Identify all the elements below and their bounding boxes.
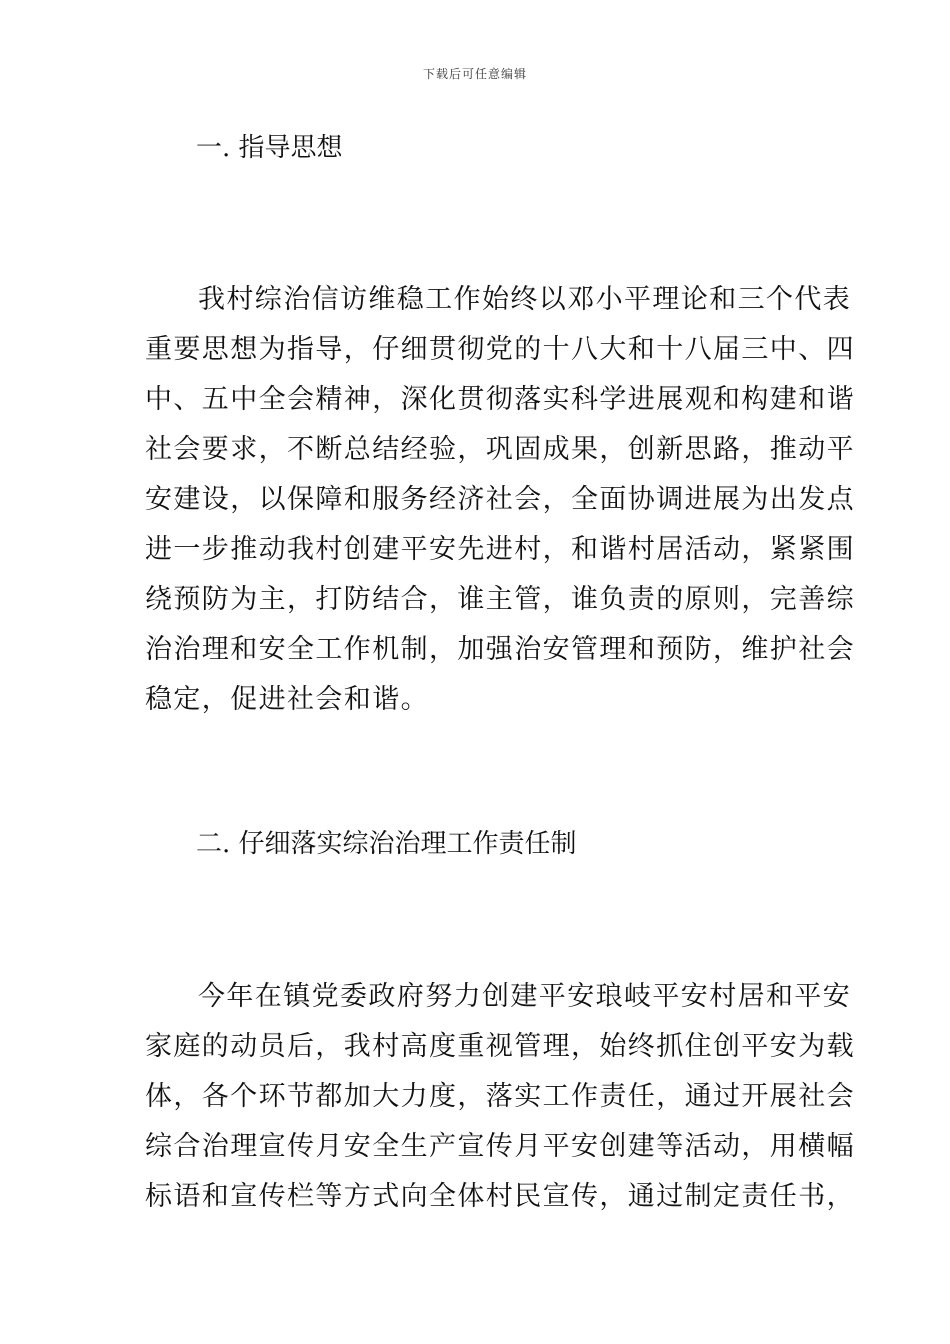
section-1-paragraph: [145, 275, 855, 725]
paragraph-line: 家庭的动员后，我村高度重视管理，始终抓住创平安为载: [145, 1031, 855, 1062]
paragraph-line: 我村综治信访维稳工作始终以邓小平理论和三个代表: [198, 284, 852, 315]
section-2-heading: 二. 仔细落实综治治理工作责任制: [196, 829, 577, 859]
paragraph-line: 体，各个环节都加大力度，落实工作责任，通过开展社会: [145, 1081, 855, 1112]
header-note: 下载后可任意编辑: [422, 67, 527, 81]
paragraph-line: 重要思想为指导，仔细贯彻党的十八大和十八届三中、四: [145, 334, 855, 365]
paragraph-line: 中、五中全会精神，深化贯彻落实科学进展观和构建和谐: [145, 384, 855, 415]
paragraph-line: 安建设，以保障和服务经济社会，全面协调进展为出发点: [145, 484, 855, 515]
paragraph-line: 今年在镇党委政府努力创建平安琅岐平安村居和平安: [198, 981, 852, 1012]
section-2-paragraph: [145, 972, 855, 1222]
section-1-heading: 一. 指导思想: [196, 133, 343, 163]
paragraph-line: 进一步推动我村创建平安先进村，和谐村居活动，紧紧围: [145, 534, 855, 565]
paragraph-line: 社会要求，不断总结经验，巩固成果，创新思路，推动平: [145, 434, 855, 465]
paragraph-line: 治治理和安全工作机制，加强治安管理和预防，维护社会: [145, 634, 855, 665]
paragraph-line: 稳定，促进社会和谐。: [145, 684, 429, 715]
paragraph-line: 综合治理宣传月安全生产宣传月平安创建等活动，用横幅: [145, 1131, 855, 1162]
paragraph-line: 绕预防为主，打防结合，谁主管，谁负责的原则，完善综: [145, 584, 855, 615]
paragraph-line: 标语和宣传栏等方式向全体村民宣传，通过制定责任书，: [145, 1181, 855, 1212]
